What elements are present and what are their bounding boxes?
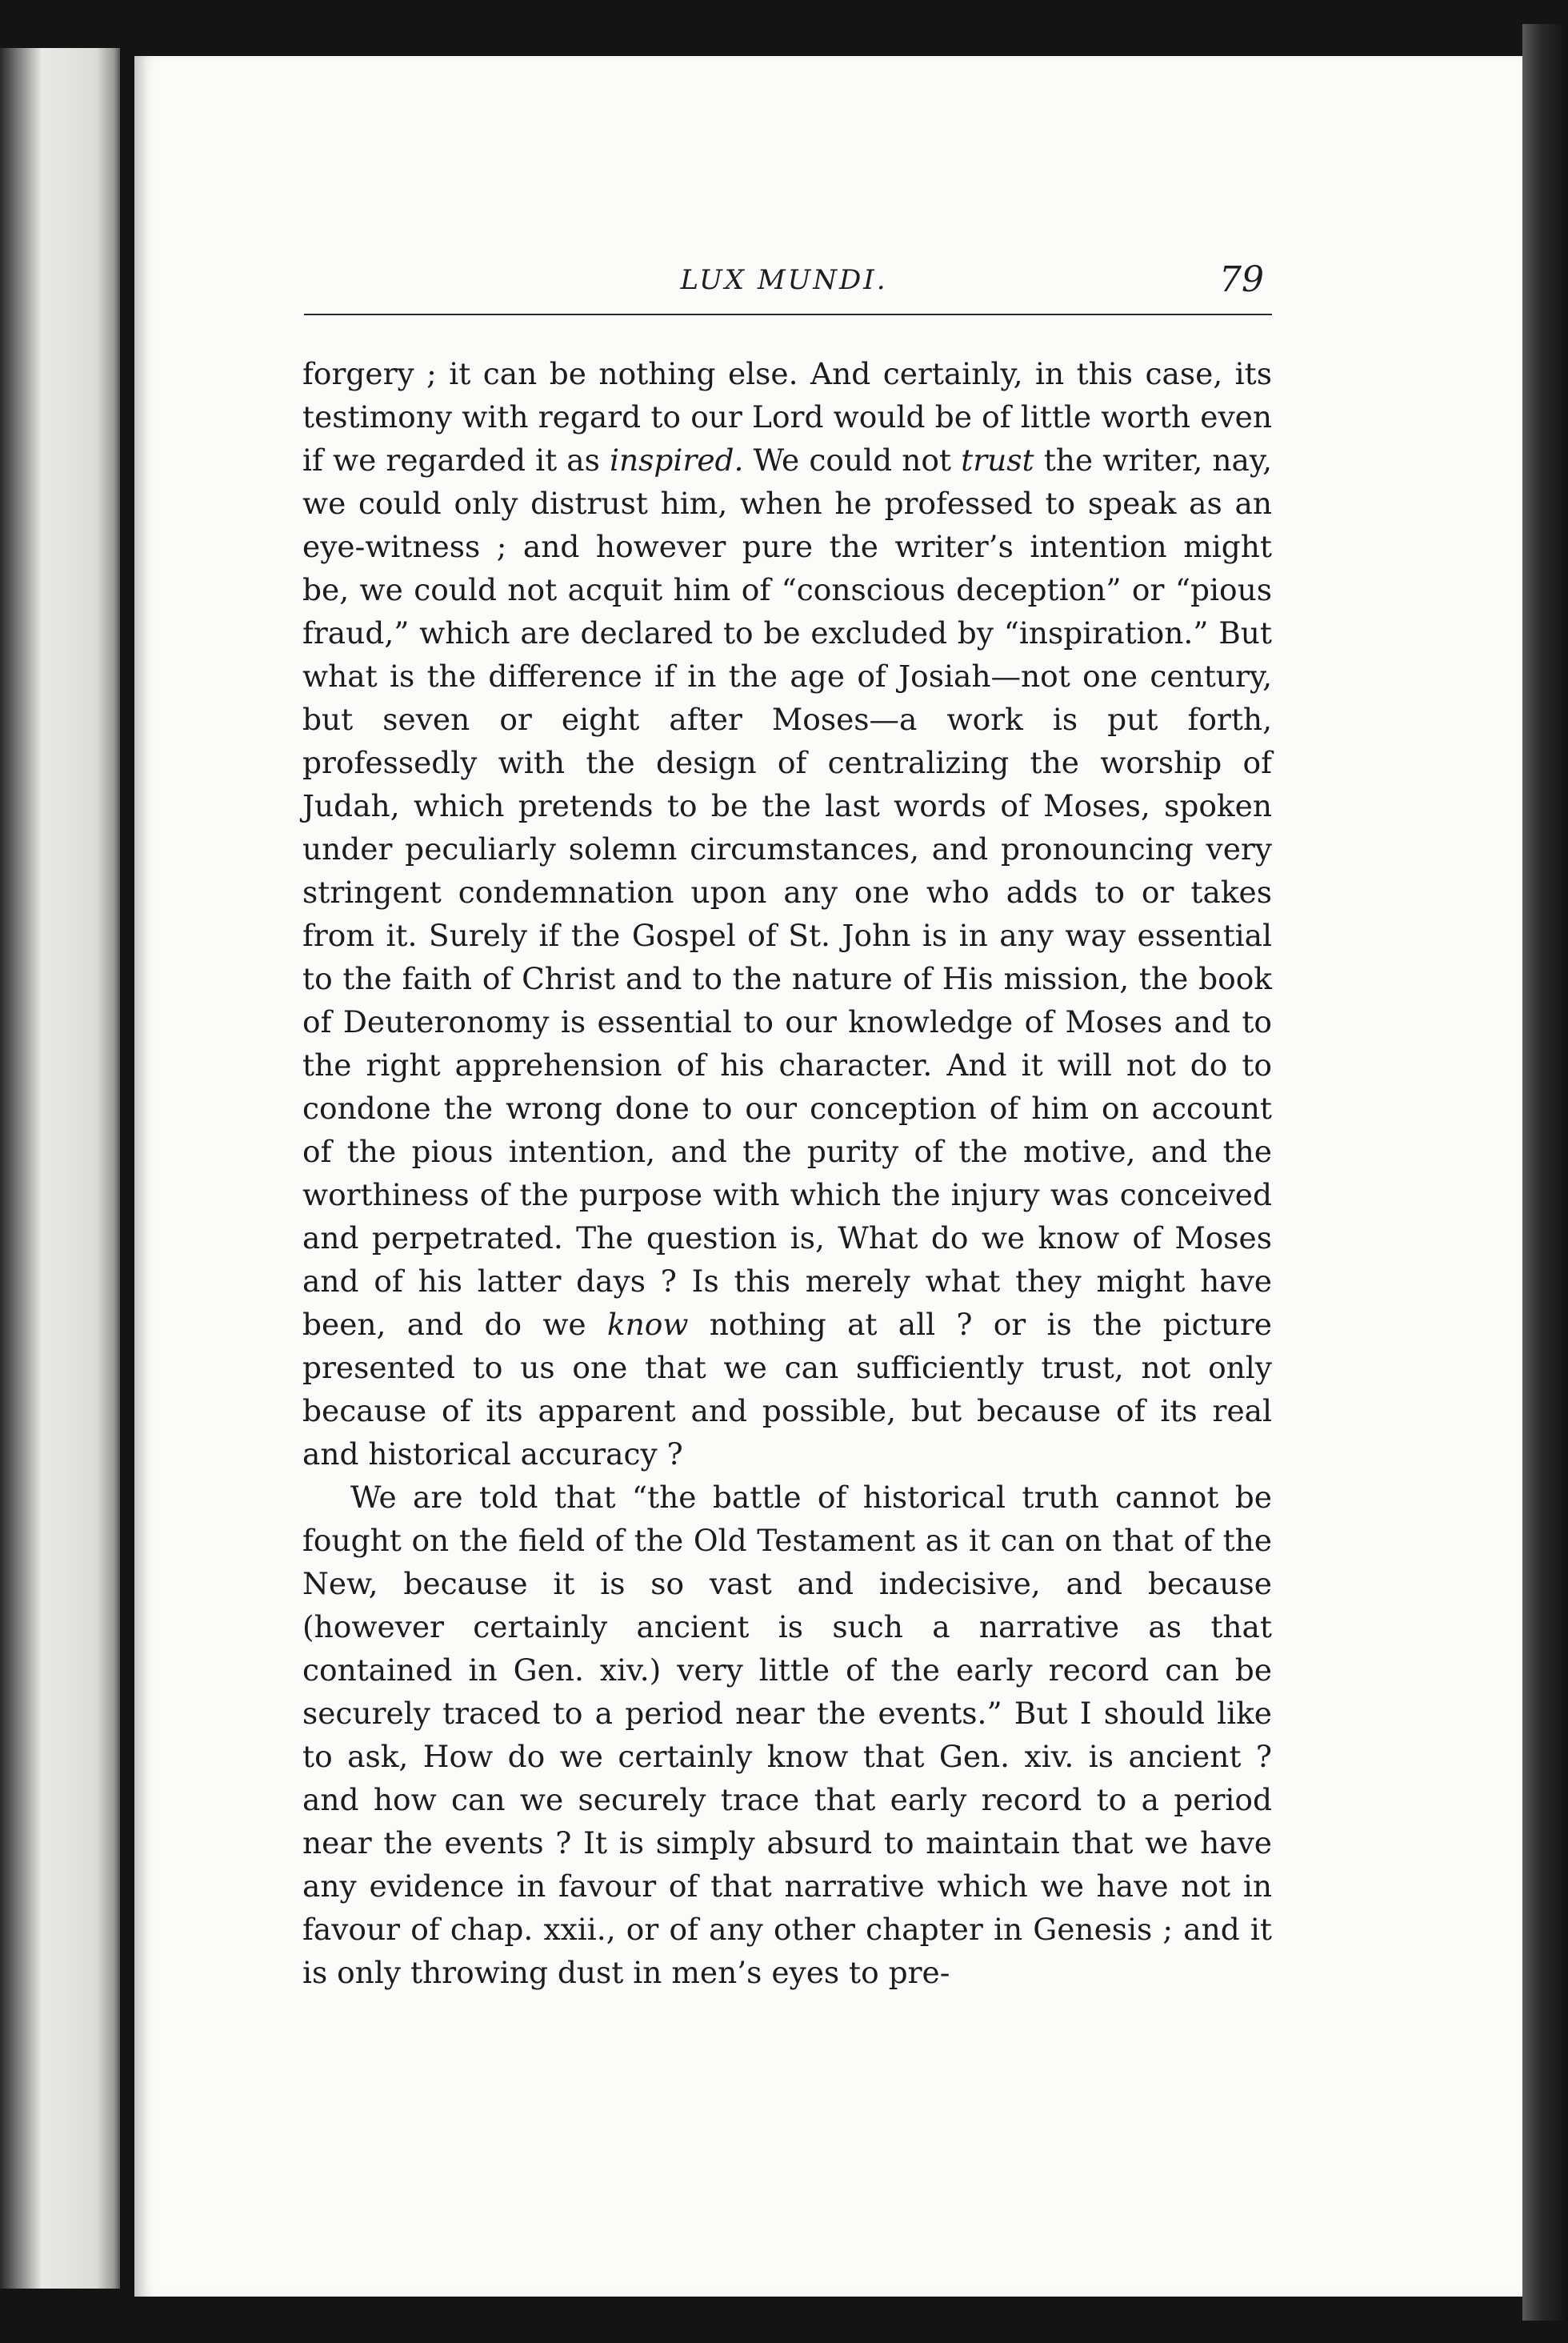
paragraph-2: We are told that “the battle of historical truth cannot be fought on the field of the Old Testament as it can on that of the New, because it is so vast and indecisive, and because (however certainly ancient is such a narrative as that contained in Gen. xiv.) very little of the early record can be securely traced to a period near the events.” But I should like to ask, How do we certainly know that Gen. xiv. is ancient ? and how can we securely trace that early record to a period near the events ? It is simply absurd to maintain that we have any evidence in favour of that narrative which we have not in favour of chap. xxii., or of any other chapter in Genesis ; and it is only throwing dust in men’s eyes to pre- [302, 1480, 1272, 1990]
book-cover-edge [1522, 24, 1568, 2321]
italic-trust: trust [961, 443, 1034, 478]
running-title: LUX MUNDI. [680, 264, 888, 296]
paragraph-1-text: forgery ; it can be nothing else. And certainly, in this case, its testimony with regard to our Lord would be of little worth even if we regarded it as [302, 356, 1272, 478]
paragraph-1-text: We could not [743, 443, 962, 478]
running-header [304, 259, 1264, 312]
italic-inspired: inspired. [610, 443, 744, 478]
header-rule [304, 314, 1272, 315]
page-number: 79 [1219, 259, 1264, 300]
paragraph-1-text: nothing at all ? or is the picture presented to us one that we can sufficiently trust, not only because of its apparent and possible, but because of its real and historical accuracy ? [302, 1307, 1272, 1472]
paragraph-1-text: the writer, nay, we could only distrust him, when he professed to speak as an eye-witness ; and however pure the writer’s intention might be, we could not acquit him of “conscious deception” or “pious fraud,” which are declared to be excluded by “inspiration.” But what is the difference if in the age of Josiah—not one century, but seven or eight after Moses—a work is put forth, professedly with the design of centralizing the worship of Judah, which pretends to be the last words of Moses, spoken under peculiarly solemn circumstances, and pronouncing very stringent condemnation upon any one who adds to or takes from it. Surely if the Gospel of St. John is in any way essential to the faith of Christ and to the nature of His mission, the book of Deuteronomy is essential to our knowledge of Moses and to the right apprehension of his character. And it will not do to condone the wrong done to our conception of him on account of the pious intention, and the purity of the motive, and the worthiness of the purpose with which the injury was conceived and perpetrated. The question is, What do we know of Moses and of his latter days ? Is this merely what they might have been, and do we [302, 443, 1272, 1342]
body-text [302, 352, 1272, 1994]
italic-know: know [606, 1307, 689, 1342]
left-page-edge [0, 48, 120, 2289]
paragraph-1 [302, 352, 1272, 1476]
